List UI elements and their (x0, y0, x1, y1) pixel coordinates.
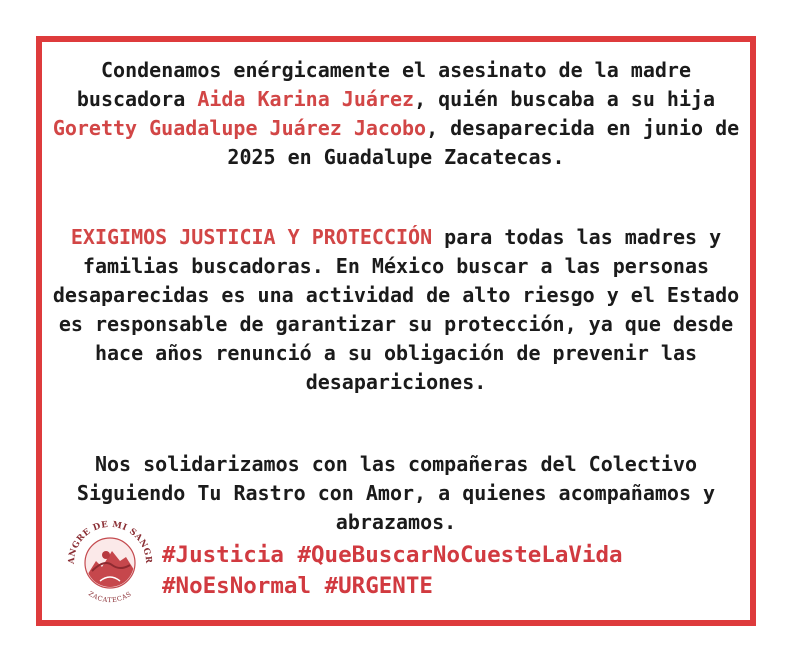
condemnation-text-middle: , quién buscaba a su hija (414, 87, 716, 111)
solidarity-paragraph: Nos solidarizamos con las compañeras del Colectivo Siguiendo Tu Rastro con Amor, a quienes acompañamos y abrazamos. (76, 452, 716, 534)
collective-seal-icon (60, 511, 160, 611)
demand-heading: EXIGIMOS JUSTICIA Y PROTECCIÓN (70, 225, 433, 249)
mother-name: Aida Karina Juárez (197, 87, 415, 111)
hashtag-urgente: #URGENTE (324, 573, 433, 599)
hashtag-justicia: #Justicia (162, 542, 284, 568)
svg-text:ZACATECAS (87, 590, 133, 604)
hashtags-line-1 (162, 540, 623, 571)
hashtags-line-2 (162, 571, 623, 602)
demand-text: para todas las madres y familias buscadoras. En México buscar a las personas desaparecidas es una actividad de alto riesgo y el Estado es responsable de garantizar su protección, ya que desde hace años renunció a su obligación de prevenir las desapariciones. (52, 225, 740, 394)
condemnation-paragraph (50, 56, 742, 172)
hashtags-block (162, 540, 623, 602)
logo-top-text: ANGRE DE MI SANGR (66, 519, 154, 565)
logo-bottom-text: ZACATECAS (86, 589, 134, 605)
daughter-name: Goretty Guadalupe Juárez Jacobo (52, 116, 427, 140)
hashtag-noesnormal: #NoEsNormal (162, 573, 312, 599)
sangre-de-mi-sangre-logo (60, 511, 160, 611)
condemnation-text-start: Condenamos enérgicamente el asesinato de la madre buscadora (76, 58, 691, 111)
demand-paragraph (50, 223, 742, 397)
hashtag-quebuscarnocuestelavida: #QueBuscarNoCuesteLaVida (297, 542, 623, 568)
condemnation-text-end: , desaparecida en junio de 2025 en Guadalupe Zacatecas. (227, 116, 740, 169)
